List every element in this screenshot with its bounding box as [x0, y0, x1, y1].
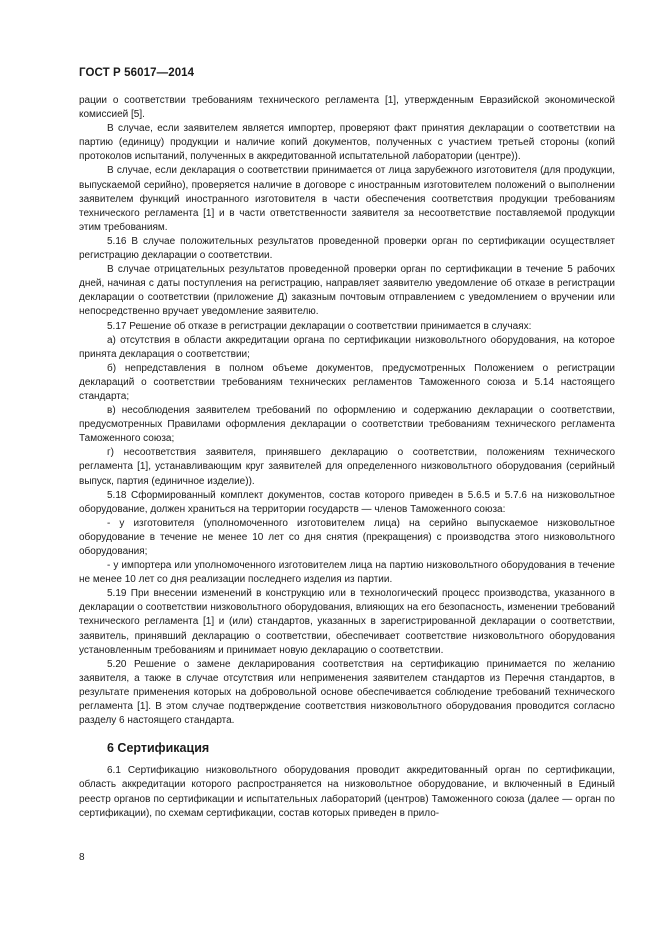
clause-6-1: 6.1 Сертификацию низковольтного оборудования проводит аккредитованный орган по сертификации, область аккредитации которого распространяется на низковольтное оборудование, и включенный в Единый реестр органов по сертификации и испытательных лабораторий (центров) Таможенного союза (далее — орган по сертификации), по схемам сертификации, состав которых приведен в прило-: [79, 765, 615, 819]
clause-5-20: 5.20 Решение о замене декларирования соответствия на сертификацию принимается по желанию заявителя, а также в случае отсутствия или неприменения заявителем стандартов из Перечня стандартов, в результате применения которых на добровольной основе обеспечивается соблюдение требований технического регламента [1]. В этом случае подтверждение соответствия низковольтного оборудования проводится согласно разделу 6 настоящего стандарта.: [79, 658, 615, 727]
paragraph: В случае, если заявителем является импортер, проверяют факт принятия декларации о соответствии на партию (единицу) продукции и наличие копий документов, полученных с участием третьей стороны (копий протоколов испытаний, полученных в аккредитованной испытательной лаборатории (центре)).: [79, 123, 615, 163]
clause-5-19: 5.19 При внесении изменений в конструкцию или в технологический процесс производства, указанного в декларации о соответствии низковольтного оборудования, влияющих на его безопасность, изменении требований технического регламента [1] и (или) стандартов, указанных в зарегистрированной декларации о соответствии, заявитель, принявший декларацию о соответствии, обеспечивает соответствие низковольтного оборудования установленным требованиям и принимает новую декларацию о соответствии.: [79, 588, 615, 656]
page-number: 8: [79, 852, 85, 863]
paragraph: В случае отрицательных результатов проведенной проверки орган по сертификации в течение 5 рабочих дней, начиная с даты поступления на регистрацию, направляет заявителю уведомление об отказе в регистрации декларации о соответствии (приложение Д) заказным почтовым отправлением с уведомлением о вручении или непосредственно вручает уведомление заявителю.: [79, 264, 615, 318]
clause-5-16: 5.16 В случае положительных результатов проведенной проверки орган по сертификации осуществляет регистрацию декларации о соответствии.: [79, 235, 615, 262]
paragraph-continuation: рации о соответствии требованиям технического регламента [1], утвержденным Евразийской экономической комиссией [5].: [79, 95, 615, 121]
list-item: г) несоответствия заявителя, принявшего декларацию о соответствии, положениям технического регламента [1], устанавливающим круг заявителей для определенного низковольтного оборудования (серийный выпуск, партия (единичное изделие)).: [79, 447, 615, 487]
document-header: ГОСТ Р 56017—2014: [79, 67, 195, 79]
list-item: б) непредставления в полном объеме документов, предусмотренных Положением о регистрации деклараций о соответствии требованиям технических регламентов Таможенного союза и 5.14 настоящего стандарта;: [79, 362, 615, 402]
clause-5-18: 5.18 Сформированный комплект документов, состав которого приведен в 5.6.5 и 5.7.6 на низковольтное оборудование, должен храниться на территории государств — членов Таможенного союза:: [79, 489, 615, 515]
list-item: а) отсутствия в области аккредитации органа по сертификации низковольтного оборудования, на которое принята декларация о соответствии;: [79, 334, 615, 360]
list-item: - у изготовителя (уполномоченного изготовителем лица) на серийно выпускаемое низковольтное оборудование в течение не менее 10 лет со дня снятия (прекращения) с производства этого низковольтного оборудования;: [79, 517, 615, 557]
section-title: 6 Сертификация: [107, 741, 210, 756]
paragraph: В случае, если декларация о соответствии принимается от лица зарубежного изготовителя (для продукции, выпускаемой серийно), проверяется наличие в договоре с иностранным изготовителем положений о выполнении заявителем функций иностранного изготовителя в части обеспечения соответствия продукции требованиям технического регламента [1] и в части ответственности заявителя за несоответствие поставляемой продукции этим требованиям.: [79, 165, 615, 233]
list-item: в) несоблюдения заявителем требований по оформлению и содержанию декларации о соответствии, предусмотренных Правилами оформления декларации о соответствии требованиям технического регламента Таможенного союза;: [79, 405, 615, 445]
document-body: [79, 94, 615, 821]
list-item: - у импортера или уполномоченного изготовителем лица на партию низковольтного оборудования в течение не менее 10 лет со дня реализации последнего изделия из партии.: [79, 560, 615, 586]
clause-5-17: 5.17 Решение об отказе в регистрации декларации о соответствии принимается в случаях:: [107, 320, 532, 332]
